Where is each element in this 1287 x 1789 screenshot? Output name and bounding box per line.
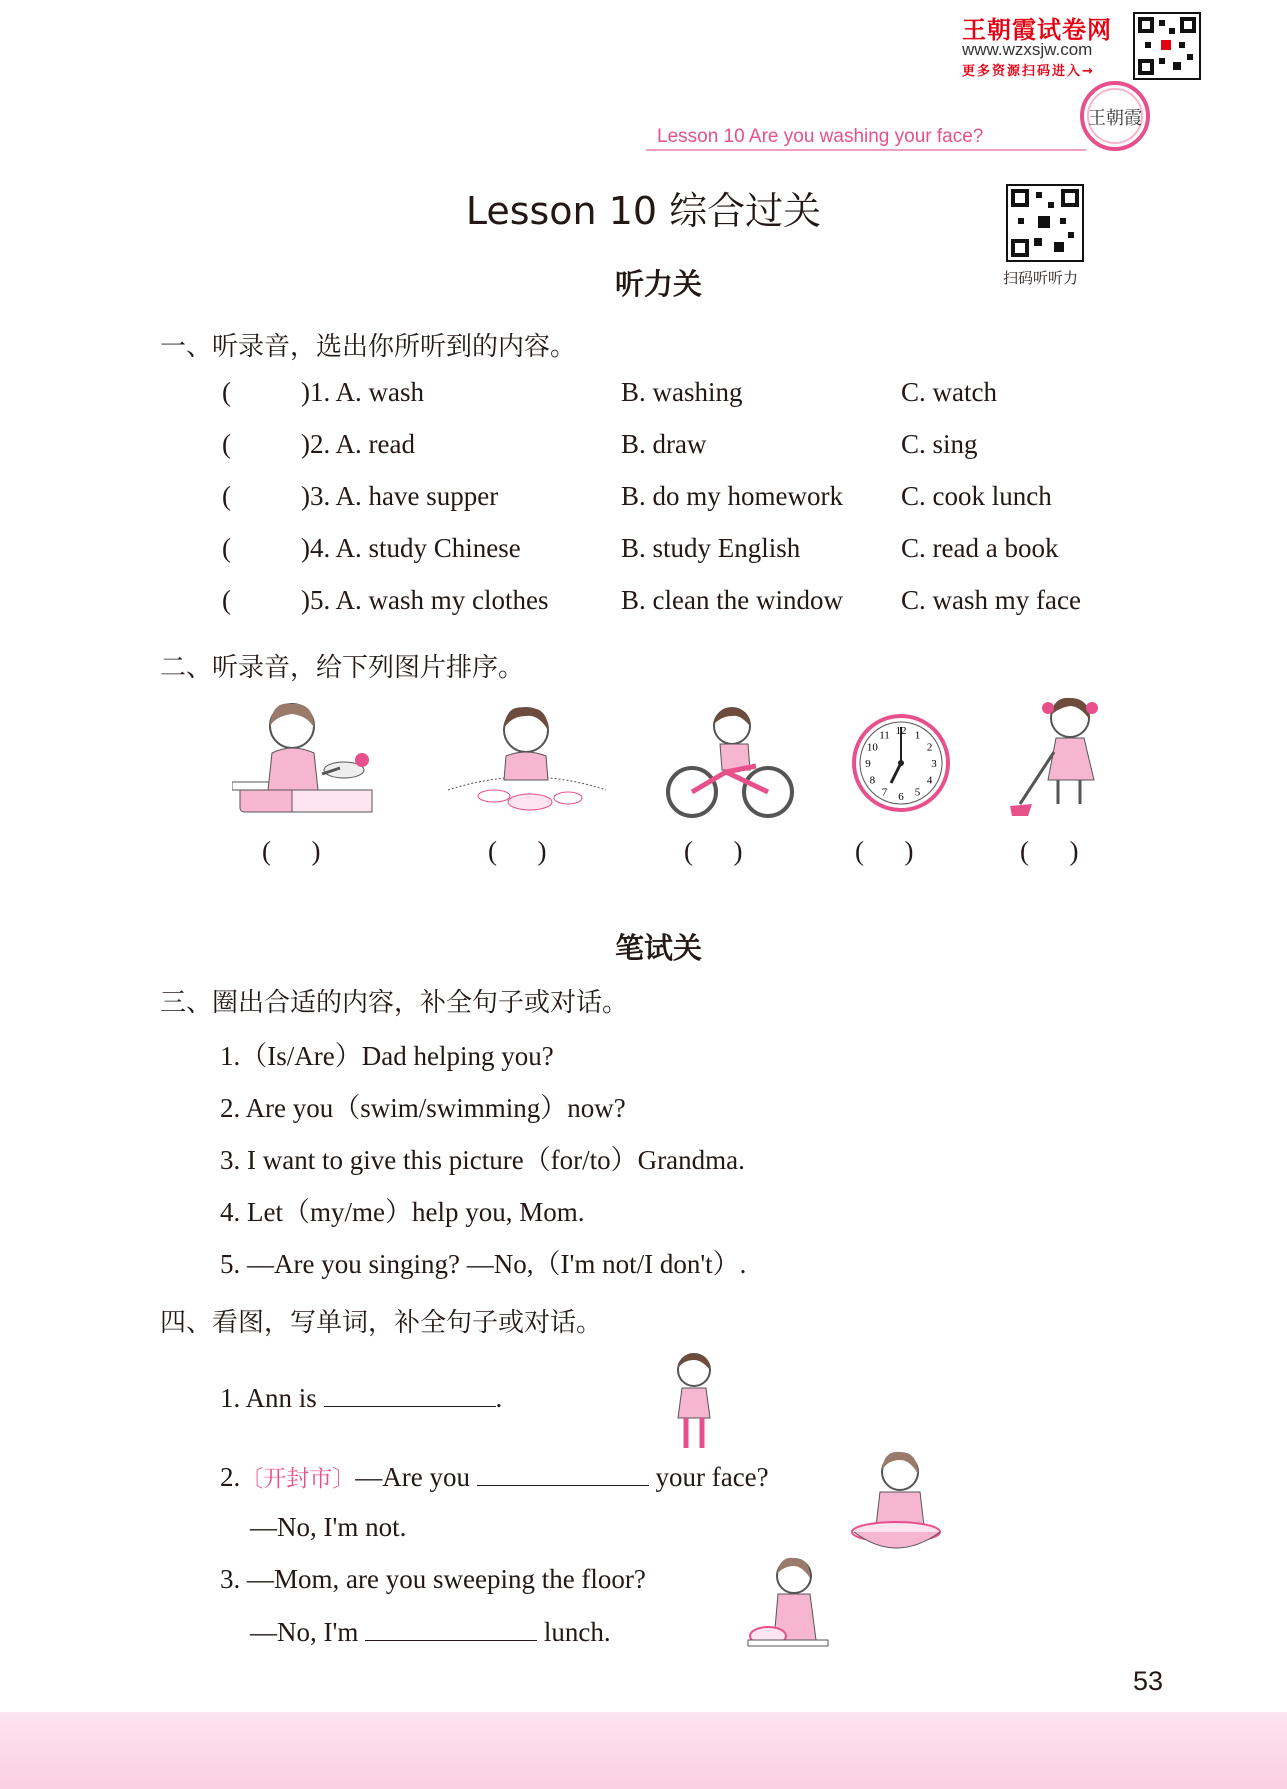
brand-url[interactable]: www.wzxsjw.com <box>962 40 1093 59</box>
part4-q3-line2 <box>250 1616 611 1648</box>
part1-item-5-b: B. clean the window <box>621 585 843 615</box>
clock-numeral: 8 <box>869 774 876 787</box>
order-blank-1[interactable]: ( ) <box>262 836 321 866</box>
part1-item-2-a: )2. A. read <box>301 429 415 459</box>
part1-item-3-b: B. do my homework <box>621 481 843 511</box>
part3-item-5[interactable]: 5. —Are you singing? —No,（I'm not/I don't）. <box>220 1249 747 1279</box>
brand-name: 王朝霞试卷网 <box>962 16 1112 44</box>
picture-boy-eating <box>448 700 608 818</box>
listening-heading: 听力关 <box>614 267 702 301</box>
picture-boy-riding-bike <box>666 704 796 820</box>
part4-title: 四、看图，写单词，补全句子或对话。 <box>160 1308 603 1338</box>
q1-text: 1. Ann is <box>220 1383 317 1413</box>
page-number: 53 <box>1133 1666 1164 1696</box>
order-blank-3[interactable]: ( ) <box>684 836 743 866</box>
part4-q1 <box>220 1382 502 1414</box>
part3-item-2[interactable]: 2. Are you（swim/swimming）now? <box>220 1093 626 1123</box>
clock-numeral: 6 <box>898 791 904 803</box>
q3-text: —No, I'm <box>250 1617 359 1647</box>
picture-ann-brushing-teeth <box>660 1348 726 1458</box>
writing-heading: 笔试关 <box>614 931 702 965</box>
header-lesson-ref: Lesson 10 Are you washing your face? <box>657 126 984 147</box>
clock-numeral: 3 <box>931 758 937 770</box>
answer-paren[interactable]: ( <box>222 533 231 563</box>
clock-numeral: 9 <box>865 758 871 770</box>
q2-end: your face? <box>655 1462 769 1492</box>
part1-item-3-c: C. cook lunch <box>901 481 1052 511</box>
part1-item-4-a: )4. A. study Chinese <box>301 533 521 563</box>
part3-item-3[interactable]: 3. I want to give this picture（for/to）Grandma. <box>220 1145 745 1175</box>
clock-numeral: 1 <box>914 729 921 742</box>
q2-text: —Are you <box>355 1462 470 1492</box>
page-title: Lesson 10 综合过关 <box>465 189 822 233</box>
brand-more-resources: 更多资源扫码进入→ <box>962 64 1095 79</box>
footer-band <box>0 1712 1287 1789</box>
q2-reply: —No, I'm not. <box>250 1512 407 1542</box>
qr-pattern-icon <box>1135 14 1199 78</box>
part3-item-4[interactable]: 4. Let（my/me）help you, Mom. <box>220 1197 585 1227</box>
qr-caption: 扫码听听力 <box>1003 269 1079 287</box>
part1-item-5-a: )5. A. wash my clothes <box>301 585 549 615</box>
part1-item-2-b: B. draw <box>621 429 707 459</box>
part3-title: 三、圈出合适的内容，补全句子或对话。 <box>160 988 629 1018</box>
clock-numeral: 2 <box>926 741 933 754</box>
part1-item-5-c: C. wash my face <box>901 585 1081 615</box>
picture-clock <box>851 713 951 813</box>
q1-answer-blank[interactable] <box>324 1382 496 1407</box>
clock-numeral: 7 <box>881 786 888 799</box>
q3-answer-blank[interactable] <box>365 1616 537 1641</box>
part1-title: 一、听录音，选出你所听到的内容。 <box>160 332 577 362</box>
qr-pattern-icon <box>1008 186 1082 260</box>
part1-item-1-c: C. watch <box>901 377 997 407</box>
part4-q2 <box>220 1460 769 1493</box>
header-rule <box>646 149 1086 151</box>
picture-woman-washing-face <box>846 1446 956 1556</box>
part1-item-1-a: )1. A. wash <box>301 377 424 407</box>
answer-paren[interactable]: ( <box>222 377 231 407</box>
q2-answer-blank[interactable] <box>477 1461 649 1486</box>
picture-cooking-girl <box>232 698 392 818</box>
brand-qr-code[interactable] <box>1133 12 1201 80</box>
clock-numeral: 5 <box>914 786 921 799</box>
clock-numeral: 11 <box>879 729 890 742</box>
listening-qr-code[interactable] <box>1006 184 1084 262</box>
brand-seal <box>1074 80 1156 152</box>
seal-logo-icon <box>1074 80 1156 152</box>
clock-numeral: 12 <box>895 725 907 737</box>
picture-mom-cooking <box>738 1552 834 1668</box>
answer-paren[interactable]: ( <box>222 429 231 459</box>
order-blank-4[interactable]: ( ) <box>855 836 914 866</box>
clock-numeral: 4 <box>926 774 933 787</box>
part1-item-2-c: C. sing <box>901 429 978 459</box>
part2-title: 二、听录音，给下列图片排序。 <box>160 653 525 683</box>
part3-item-1[interactable]: 1.（Is/Are）Dad helping you? <box>220 1041 554 1071</box>
clock-numeral: 10 <box>866 741 878 754</box>
q2-tag: 〔开封市〕 <box>240 1466 356 1491</box>
picture-girl-sweeping <box>1010 694 1120 822</box>
q3-end: lunch. <box>543 1617 611 1647</box>
seal-text: 王朝霞 <box>1088 108 1142 129</box>
q1-end: . <box>495 1383 503 1413</box>
part4-q3-line1: 3. —Mom, are you sweeping the floor? <box>220 1564 646 1594</box>
part1-item-1-b: B. washing <box>621 377 743 407</box>
answer-paren[interactable]: ( <box>222 481 231 511</box>
part1-item-4-c: C. read a book <box>901 533 1059 563</box>
order-blank-5[interactable]: ( ) <box>1020 836 1079 866</box>
part1-item-3-a: )3. A. have supper <box>301 481 499 511</box>
order-blank-2[interactable]: ( ) <box>488 836 547 866</box>
answer-paren[interactable]: ( <box>222 585 231 615</box>
q2-num: 2. <box>220 1462 241 1492</box>
part1-item-4-b: B. study English <box>621 533 801 563</box>
